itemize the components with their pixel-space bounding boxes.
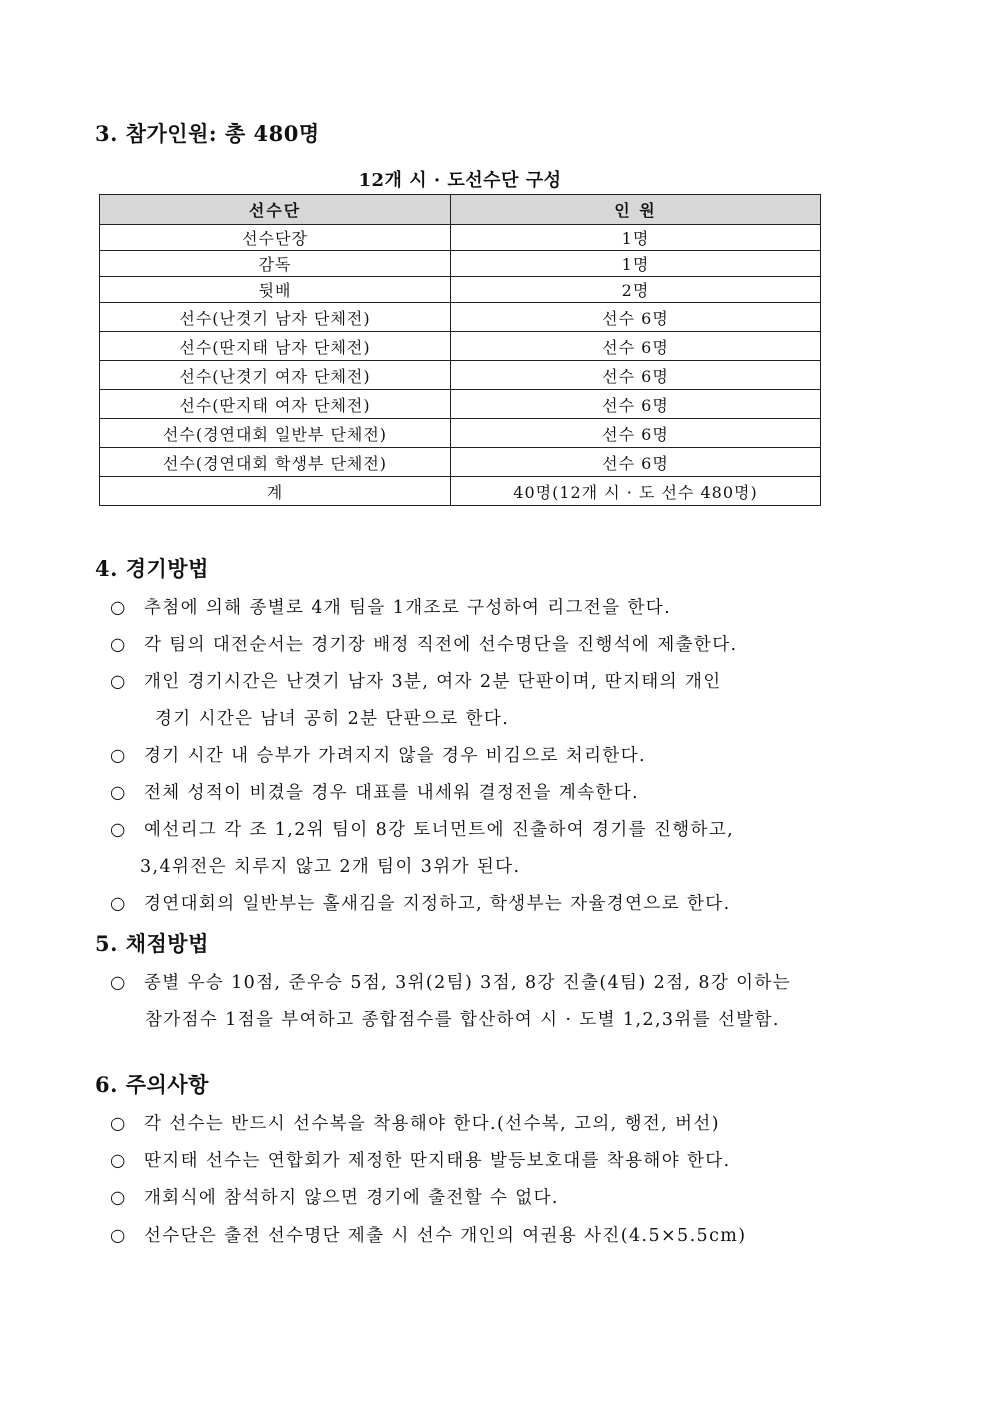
total-count: 40명(12개 시 · 도 선수 480명)	[451, 477, 821, 506]
bullet-circle-icon: ○	[110, 746, 127, 766]
header-delegation: 선수단	[100, 195, 451, 225]
row-count: 선수 6명	[451, 332, 821, 361]
row-role: 선수(난겻기 남자 단체전)	[100, 303, 451, 332]
table-row	[100, 251, 821, 277]
table-row	[100, 448, 821, 477]
row-count: 선수 6명	[451, 448, 821, 477]
row-count: 2명	[451, 277, 821, 303]
section-4-heading: 4. 경기방법	[95, 556, 209, 581]
list-item: ○ 예선리그 각 조 1,2위 팀이 8강 토너먼트에 진출하여 경기를 진행하고,	[110, 820, 735, 840]
bullet-circle-icon: ○	[110, 1114, 127, 1134]
bullet-circle-icon: ○	[110, 635, 127, 655]
row-role: 감독	[100, 251, 451, 277]
table-row	[100, 361, 821, 390]
table-row	[100, 419, 821, 448]
list-item-continuation: 경기 시간은 남녀 공히 2분 단판으로 한다.	[155, 709, 510, 729]
row-role: 선수(딴지태 남자 단체전)	[100, 332, 451, 361]
section-6-heading: 6. 주의사항	[95, 1072, 209, 1097]
bullet-circle-icon: ○	[110, 1226, 127, 1246]
row-role: 선수(경연대회 학생부 단체전)	[100, 448, 451, 477]
row-count: 선수 6명	[451, 390, 821, 419]
header-headcount: 인 원	[451, 195, 821, 225]
bullet-circle-icon: ○	[110, 1188, 127, 1208]
bullet-circle-icon: ○	[110, 820, 127, 840]
section-5-heading: 5. 채점방법	[95, 931, 209, 956]
row-count: 선수 6명	[451, 303, 821, 332]
row-role: 선수단장	[100, 225, 451, 251]
section-3-heading: 3. 참가인원: 총 480명	[95, 121, 320, 146]
list-item: ○ 개인 경기시간은 난겻기 남자 3분, 여자 2분 단판이며, 딴지태의 개인	[110, 672, 722, 692]
row-count: 1명	[451, 251, 821, 277]
bullet-circle-icon: ○	[110, 672, 127, 692]
table-caption: 12개 시 · 도선수단 구성	[358, 170, 562, 191]
list-item: ○ 경기 시간 내 승부가 가려지지 않을 경우 비김으로 처리한다.	[110, 746, 646, 766]
table-row	[100, 303, 821, 332]
list-item: ○ 각 선수는 반드시 선수복을 착용해야 한다.(선수복, 고의, 행전, 버선)	[110, 1114, 720, 1134]
list-item: ○ 경연대회의 일반부는 홀새김을 지정하고, 학생부는 자율경연으로 한다.	[110, 894, 731, 914]
table-row	[100, 277, 821, 303]
bullet-circle-icon: ○	[110, 598, 127, 618]
list-item: ○ 딴지태 선수는 연합회가 제정한 딴지태용 발등보호대를 착용해야 한다.	[110, 1151, 731, 1171]
row-count: 선수 6명	[451, 419, 821, 448]
list-item: ○ 전체 성적이 비겼을 경우 대표를 내세워 결정전을 계속한다.	[110, 783, 640, 803]
row-count: 선수 6명	[451, 361, 821, 390]
list-item: ○ 추첨에 의해 종별로 4개 팀을 1개조로 구성하여 리그전을 한다.	[110, 598, 672, 618]
row-role: 선수(난겻기 여자 단체전)	[100, 361, 451, 390]
table-row	[100, 332, 821, 361]
list-item: ○ 종별 우승 10점, 준우승 5점, 3위(2팀) 3점, 8강 진출(4팀) 2점, 8강 이하는	[110, 973, 792, 993]
list-item-continuation: 참가점수 1점을 부여하고 종합점수를 합산하여 시 · 도별 1,2,3위를 선발함.	[145, 1010, 780, 1030]
table-row	[100, 225, 821, 251]
bullet-circle-icon: ○	[110, 1151, 127, 1171]
total-label: 계	[100, 477, 451, 506]
table-header-row	[100, 195, 821, 225]
bullet-circle-icon: ○	[110, 894, 127, 914]
table-row	[100, 390, 821, 419]
row-count: 1명	[451, 225, 821, 251]
table-total-row	[100, 477, 821, 506]
row-role: 뒷배	[100, 277, 451, 303]
delegation-table	[99, 194, 821, 506]
row-role: 선수(딴지태 여자 단체전)	[100, 390, 451, 419]
list-item: ○ 개회식에 참석하지 않으면 경기에 출전할 수 없다.	[110, 1188, 559, 1208]
bullet-circle-icon: ○	[110, 973, 127, 993]
bullet-circle-icon: ○	[110, 783, 127, 803]
row-role: 선수(경연대회 일반부 단체전)	[100, 419, 451, 448]
list-item: ○ 선수단은 출전 선수명단 제출 시 선수 개인의 여권용 사진(4.5×5.5cm)	[110, 1226, 747, 1246]
list-item-continuation: 3,4위전은 치루지 않고 2개 팀이 3위가 된다.	[140, 857, 521, 877]
list-item: ○ 각 팀의 대전순서는 경기장 배정 직전에 선수명단을 진행석에 제출한다.	[110, 635, 738, 655]
